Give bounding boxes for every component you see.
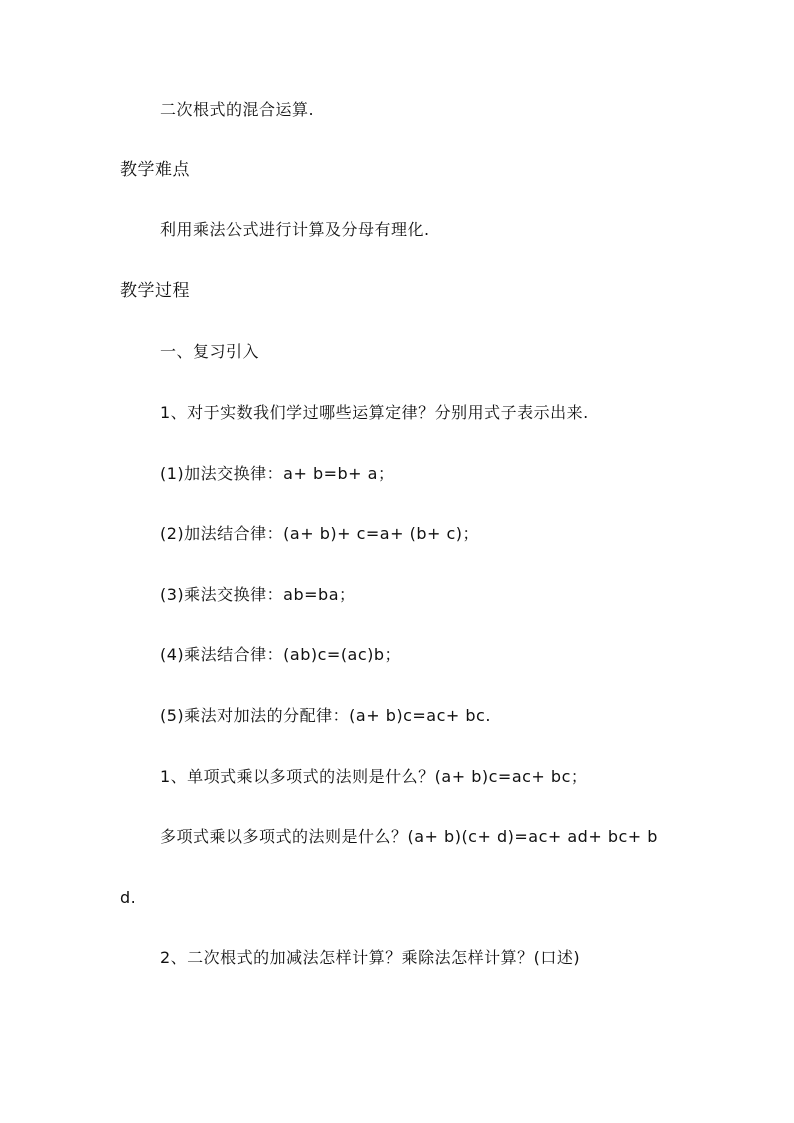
law-addition-commutative: (1)加法交换律：a+ b=b+ a； [160,464,395,483]
heading-process: 教学过程 [120,281,190,301]
law-multiplication-commutative: (3)乘法交换律：ab=ba； [160,585,356,604]
question-operation-laws: 1、对于实数我们学过哪些运算定律？分别用式子表示出来. [160,403,589,422]
section-review-intro: 一、复习引入 [160,342,260,361]
question-monomial-times-polynomial: 1、单项式乘以多项式的法则是什么？(a+ b)c=ac+ bc； [160,767,588,786]
question-polynomial-times-polynomial: 多项式乘以多项式的法则是什么？(a+ b)(c+ d)=ac+ ad+ bc+ b [160,827,658,846]
law-distributive: (5)乘法对加法的分配律：(a+ b)c=ac+ bc. [160,706,491,725]
paragraph-key-point: 二次根式的混合运算. [160,100,315,119]
law-multiplication-associative: (4)乘法结合律：(ab)c=(ac)b； [160,645,402,664]
paragraph-difficulty: 利用乘法公式进行计算及分母有理化. [160,220,430,239]
question-radical-operations: 2、二次根式的加减法怎样计算？乘除法怎样计算？(口述) [160,948,581,967]
law-addition-associative: (2)加法结合律：(a+ b)+ c=a+ (b+ c)； [160,524,480,543]
question-polynomial-continuation: d. [120,888,137,907]
heading-difficulty: 教学难点 [120,160,190,180]
